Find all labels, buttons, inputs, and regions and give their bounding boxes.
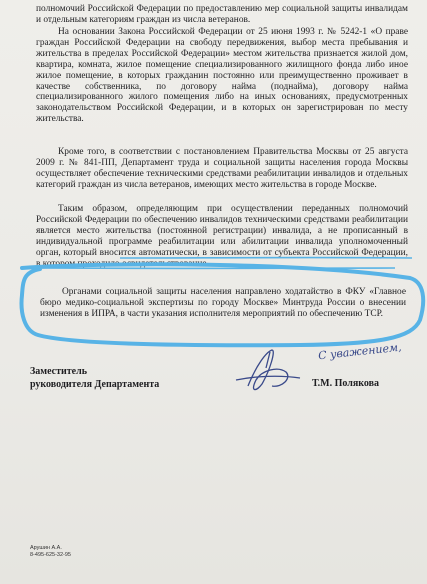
signatory-title	[30, 365, 159, 391]
handwritten-note	[318, 341, 403, 363]
handwritten-note-text: С уважением,	[317, 340, 403, 363]
paragraph-intro: полномочий Российской Федерации по предоставлению мер социальной защиты инвалидам и отдельным категориям граждан из числа ветеранов.	[36, 4, 408, 25]
signatory-title-line1: Заместитель	[30, 366, 88, 377]
signatory-title-line2: руководителя Департамента	[30, 379, 160, 390]
paragraph-law-5242: На основании Закона Российской Федерации от 25 июня 1993 г. № 5242-1 «О праве граждан Российской Федерации на свободу передвижения, выбор места пребывания и жительства в пределах Российской Федерации» местом жительства признается жилой дом, квартира, комната, жилое помещение специализированного жилищного фонда либо иное жилое помещение, в которых гражданин постоянно или преимущественно проживает в качестве собственника, по договору найма (поднайма), договору найма специализированного жилого помещения либо на иных основаниях, предусмотренных законодательством Российской Федерации, и в которых он зарегистрирован по месту жительства.	[36, 27, 408, 125]
executor-name: Арушин А.А.	[30, 545, 62, 551]
paragraph-postanovlenie: Кроме того, в соответствии с постановлением Правительства Москвы от 25 августа 2009 г. № 841-ПП, Департамент труда и социальной защиты населения города Москвы осуществляет обеспечение техническими средствами реабилитации инвалидов и отдельных категорий граждан из числа ветеранов, имеющих место жительства в городе Москве.	[36, 147, 408, 190]
signatory-name: Т.М. Полякова	[312, 378, 380, 389]
signature-icon	[236, 350, 300, 390]
paragraph-petition: Органами социальной защиты населения направлено ходатайство в ФКУ «Главное бюро медико-социальной экспертизы по городу Москве» Минтруда России о внесении изменения в ИПРА, в части указания исполнителя мероприятий по обеспечению ТСР.	[40, 287, 406, 319]
executor-phone: 8-495-625-32-95	[30, 552, 71, 558]
executor-info	[30, 545, 71, 559]
paragraph-conclusion: Таким образом, определяющим при осуществлении переданных полномочий Российской Федерации по обеспечению инвалидов техническими средствами реабилитации является место жительства (постоянной регистрации) инвалида, а не прописанный в индивидуальной программе реабилитации или абилитации инвалида уполномоченный орган, который вносится автоматически, в зависимости от субъекта Российской Федерации, в котором проходило освидетельствование.	[36, 204, 408, 269]
